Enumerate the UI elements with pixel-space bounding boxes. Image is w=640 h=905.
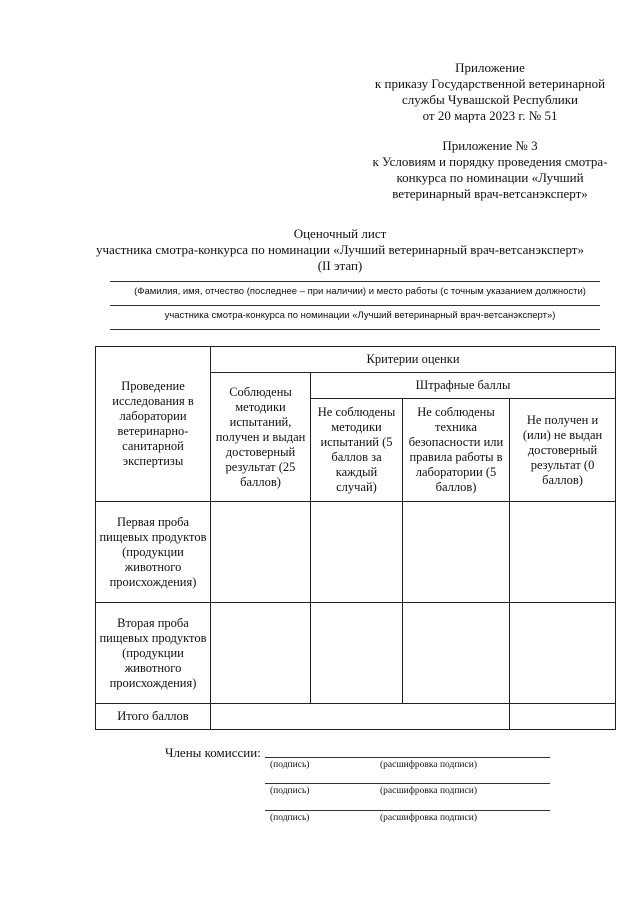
table-row [96, 502, 616, 603]
heading-title: Оценочный лист [293, 226, 387, 241]
cell-empty [510, 603, 616, 704]
cell-empty [211, 603, 311, 704]
evaluation-table [95, 346, 616, 730]
cell-empty [311, 502, 403, 603]
appendix3-line1: к Условиям и порядку проведения смотра- [372, 154, 608, 169]
heading-stage: (II этап) [317, 258, 363, 273]
signature-caption-1: (подпись) [270, 760, 310, 770]
name-caption: (Фамилия, имя, отчество (последнее – при наличии) и место работы (с точным указанием должности) [134, 286, 586, 297]
signature-line-1 [265, 757, 550, 758]
header-methods-violation: Не соблюдены методики испытаний (5 баллов за каждый случай) [311, 399, 403, 502]
header-penalty: Штрафные баллы [311, 373, 616, 399]
table-row [96, 704, 616, 730]
appendix3-block [300, 138, 640, 202]
document-heading [60, 226, 620, 274]
cell-empty [403, 502, 510, 603]
cell-empty [211, 502, 311, 603]
heading-subtitle: участника смотра-конкурса по номинации «Лучший ветеринарный врач-ветсанэксперт» [96, 242, 584, 257]
row-second-sample: Вторая проба пищевых продуктов (продукции животного происхождения) [96, 603, 211, 704]
header-compliant: Соблюдены методики испытаний, получен и выдан достоверный результат (25 баллов) [211, 373, 311, 502]
appendix-title: Приложение [455, 60, 525, 75]
header-no-result: Не получен и (или) не выдан достоверный результат (0 баллов) [510, 399, 616, 502]
row-first-sample: Первая проба пищевых продуктов (продукции животного происхождения) [96, 502, 211, 603]
signature-line-3 [265, 810, 550, 811]
decode-caption-1: (расшифровка подписи) [380, 760, 477, 770]
header-safety-violation: Не соблюдены техника безопасности или правила работы в лаборатории (5 баллов) [403, 399, 510, 502]
decode-caption-3: (расшифровка подписи) [380, 813, 477, 823]
signature-caption-3: (подпись) [270, 813, 310, 823]
appendix3-line3: ветеринарный врач-ветсанэксперт» [392, 186, 588, 201]
cell-total-value [211, 704, 510, 730]
participant-fill-line [110, 329, 600, 330]
cell-empty [510, 704, 616, 730]
header-criteria: Критерии оценки [211, 347, 616, 373]
appendix3-line2: конкурса по номинации «Лучший [396, 170, 584, 185]
appendix-line2: службы Чувашской Республики [401, 92, 579, 107]
workplace-fill-line [110, 305, 600, 306]
row-total: Итого баллов [96, 704, 211, 730]
signature-line-2 [265, 783, 550, 784]
cell-empty [311, 603, 403, 704]
decode-caption-2: (расшифровка подписи) [380, 786, 477, 796]
appendix-block [300, 60, 640, 124]
appendix-line3: от 20 марта 2023 г. № 51 [422, 108, 558, 123]
table-row [96, 603, 616, 704]
commission-label: Члены комиссии: [165, 745, 261, 760]
header-research: Проведение исследования в лаборатории ветеринарно-санитарной экспертизы [96, 347, 211, 502]
appendix3-title: Приложение № 3 [442, 138, 538, 153]
cell-empty [510, 502, 616, 603]
signature-caption-2: (подпись) [270, 786, 310, 796]
appendix-line1: к приказу Государственной ветеринарной [374, 76, 606, 91]
cell-empty [403, 603, 510, 704]
name-fill-line [110, 281, 600, 282]
participant-caption: участника смотра-конкурса по номинации «Лучший ветеринарный врач-ветсанэксперт») [164, 310, 556, 321]
